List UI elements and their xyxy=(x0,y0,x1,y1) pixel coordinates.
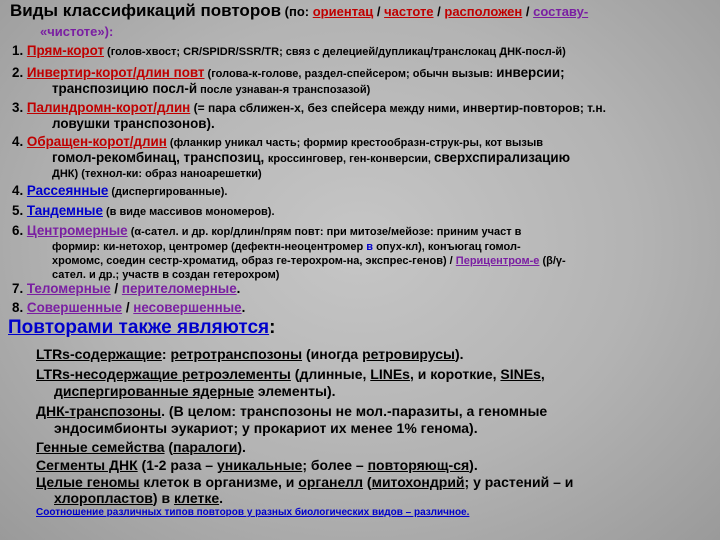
item-text: ( xyxy=(164,439,174,455)
list-item xyxy=(12,224,521,238)
item-number: 6. xyxy=(12,223,24,238)
item-text: / xyxy=(122,300,134,315)
item-text: (длинные, xyxy=(290,366,371,382)
list-item-continuation xyxy=(54,491,223,505)
item-term: LINEs xyxy=(370,366,410,382)
section-heading-text: Повторами также являются xyxy=(8,317,270,338)
list-item xyxy=(12,204,275,218)
item-text: (α-сател. и др. кор/длин/прям повт: при митозе/мейозе: приним участ в xyxy=(127,226,522,238)
item-term: Обращен-корот/длин xyxy=(26,134,167,149)
item-number: 3. xyxy=(12,100,24,115)
list-item xyxy=(12,44,566,58)
item-number: 5. xyxy=(12,203,24,218)
item-number: 7. xyxy=(12,281,24,296)
item-term: ретроэлементы xyxy=(181,366,291,382)
item-text: между ними xyxy=(389,103,457,115)
item-text: (β/γ- xyxy=(539,255,566,267)
item-term: ретротранспозоны xyxy=(170,346,303,362)
section-heading-colon: : xyxy=(269,317,276,338)
item-term: SINEs xyxy=(500,366,541,382)
list-item-continuation xyxy=(52,151,570,165)
item-text: . xyxy=(219,490,223,506)
footer-text: Соотношение различных типов повторов у разных биологических видов – различное. xyxy=(36,507,470,518)
item-term: клетке xyxy=(173,490,220,506)
item-number: 8. xyxy=(12,300,24,315)
list-item xyxy=(12,135,543,149)
item-text: хромомс, соедин сестр-хроматид, образ ге-терохром-на, экспрес-генов) / xyxy=(52,255,456,267)
item-text: , инвертир-повторов; т.н. xyxy=(456,101,606,115)
item-text: опух-кл), конъюгац гомол- xyxy=(373,241,521,253)
item-text: (= пара сближен-х, без спейсера xyxy=(190,101,390,115)
title-sep: / xyxy=(373,4,385,19)
list-item-continuation xyxy=(52,253,566,267)
list-item xyxy=(12,282,240,295)
item-text: сверхспирализацию xyxy=(434,150,571,165)
item-text: транспозицию посл-й xyxy=(52,81,198,96)
item-number: 1. xyxy=(12,43,24,58)
item-term: LTRs-содержащие xyxy=(36,346,162,362)
item-term: LTRs-несодержащие xyxy=(36,366,182,382)
item-text: (диспергированные). xyxy=(108,186,228,198)
item-text: эндосимбионты эукариот; у прокариот их менее 1% генома). xyxy=(54,420,478,436)
item-text: ( xyxy=(363,474,372,490)
list-item xyxy=(36,367,545,381)
item-text: кроссинговер, ген-конверсии, xyxy=(267,153,435,165)
list-item xyxy=(36,475,573,489)
title-criterion-purity: «чистоте»): xyxy=(40,24,114,39)
item-number: 4. xyxy=(12,183,24,198)
item-number: 2. xyxy=(12,65,24,80)
item-text: гомол-рекомбинац, транспозиц, xyxy=(52,150,268,165)
item-text: ). xyxy=(237,439,246,455)
item-term: Прям-корот xyxy=(26,43,104,58)
list-item-continuation xyxy=(52,82,370,96)
item-text: инверсии; xyxy=(496,65,565,80)
item-text: (фланкир уникал часть; формир крестообразн-струк-ры, кот вызыв xyxy=(166,137,544,149)
title-sep: / xyxy=(433,4,445,19)
title-main: Виды классификаций повторов xyxy=(10,1,282,20)
item-text: (иногда xyxy=(302,346,363,362)
item-term: органелл xyxy=(298,474,364,490)
item-term: паралоги xyxy=(173,439,238,455)
list-item xyxy=(12,101,606,115)
footer-note xyxy=(36,508,469,518)
item-text: (голов-хвост; CR/SPIDR/SSR/TR; xyxy=(104,46,286,58)
title-criterion-orientation: ориентац xyxy=(312,4,374,19)
list-item xyxy=(36,440,246,454)
item-text: связ с делецией/дупликац/транслокац ДНК-посл-й) xyxy=(285,46,566,58)
list-item-continuation xyxy=(54,384,336,398)
title-criterion-composition: составу- xyxy=(533,4,589,19)
item-term: Палиндромн-корот/длин xyxy=(26,100,191,115)
item-text: в xyxy=(366,241,374,253)
list-item-continuation xyxy=(52,267,279,281)
item-text: клеток в организме, и xyxy=(139,474,299,490)
item-term: Совершенные xyxy=(26,300,123,315)
list-item xyxy=(36,347,464,361)
item-term: уникальные xyxy=(216,457,303,473)
item-text: ). xyxy=(454,346,464,362)
item-text: : xyxy=(161,346,171,362)
item-text: формир: ки-нетохор, центромер (дефектн-неоцентромер xyxy=(52,241,367,253)
item-text: ДНК) (технол-ки: образ наноарешетки) xyxy=(52,168,262,180)
title-criterion-frequency: частоте xyxy=(384,4,434,19)
list-item xyxy=(36,404,547,418)
item-term: Рассеянные xyxy=(26,183,109,198)
item-text: . (В целом: транспозоны не мол.-паразиты, а геномные xyxy=(161,403,548,419)
list-item xyxy=(12,66,565,80)
item-term: митохондрий xyxy=(371,474,465,490)
item-term: Сегменты ДНК xyxy=(36,457,138,473)
item-text: (1-2 раза – xyxy=(137,457,217,473)
item-term: Целые геномы xyxy=(36,474,140,490)
item-number: 4. xyxy=(12,134,24,149)
item-text: ; более – xyxy=(302,457,368,473)
title-criterion-location: расположен xyxy=(444,4,523,19)
item-term: повторяющ-ся xyxy=(367,457,470,473)
item-term: Генные семейства xyxy=(36,439,165,455)
item-text: ; у растений – и xyxy=(464,474,574,490)
item-text: элементы). xyxy=(253,383,336,399)
item-term: Теломерные xyxy=(26,281,111,296)
slide-title xyxy=(10,2,588,19)
title-sep: / xyxy=(522,4,534,19)
item-term: хлоропластов xyxy=(54,490,153,506)
item-text: после узнаван-я транспозазой) xyxy=(197,84,371,96)
item-text: (в виде массивов мономеров). xyxy=(102,206,275,218)
item-text: , xyxy=(540,366,545,382)
item-text: / xyxy=(110,281,122,296)
item-term: Центромерные xyxy=(26,223,128,238)
item-text: ). xyxy=(469,457,478,473)
list-item xyxy=(36,458,478,472)
title-open: (по: xyxy=(281,4,313,19)
item-text: , и короткие, xyxy=(409,366,501,382)
item-text: . xyxy=(236,281,241,296)
item-text: . xyxy=(241,300,246,315)
item-term: ретровирусы xyxy=(362,346,455,362)
item-term: Инвертир-корот/длин повт xyxy=(26,65,205,80)
item-term: ДНК-транспозоны xyxy=(36,403,162,419)
item-text: ) в xyxy=(152,490,174,506)
item-term: Перицентром-е xyxy=(455,255,540,267)
item-term: перителомерные xyxy=(121,281,237,296)
list-item-continuation xyxy=(52,117,215,130)
item-term: несовершенные xyxy=(133,300,242,315)
section-heading xyxy=(8,318,275,337)
slide-title-line2 xyxy=(40,22,113,39)
list-item-continuation xyxy=(54,421,478,435)
list-item xyxy=(12,184,227,198)
list-item-continuation xyxy=(52,166,262,180)
item-text: сател. и др.; участв в создан гетерохром) xyxy=(52,269,280,281)
list-item-continuation xyxy=(52,239,521,253)
item-term: Тандемные xyxy=(26,203,103,218)
item-text: (голова-к-голове, раздел-спейсером; обычн вызыв: xyxy=(204,68,497,80)
list-item xyxy=(12,301,245,314)
item-term: диспергированные ядерные xyxy=(54,383,254,399)
item-text: ловушки транспозонов). xyxy=(52,116,215,131)
